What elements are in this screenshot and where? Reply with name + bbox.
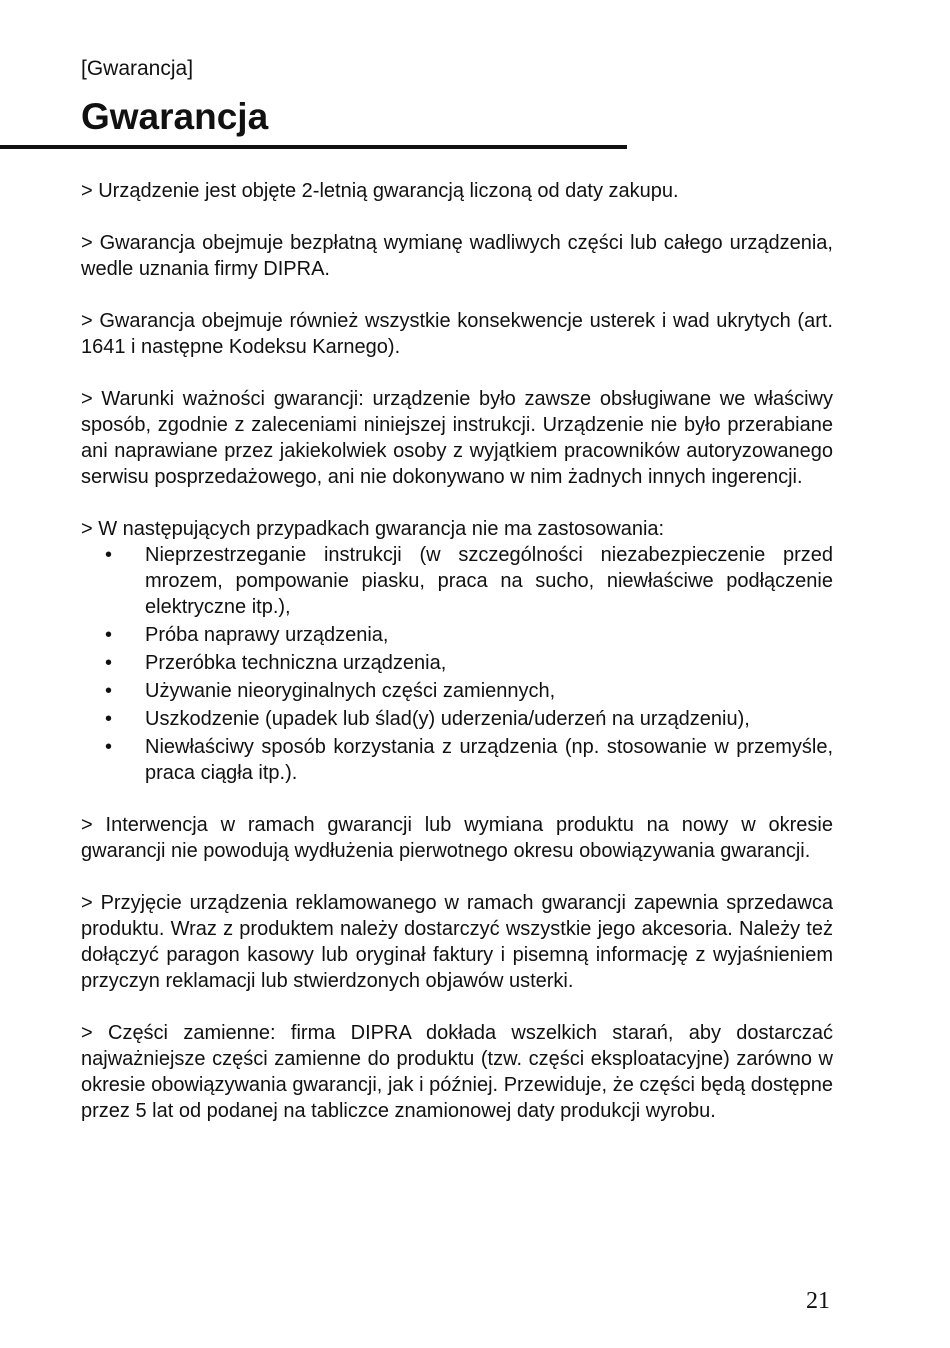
page-title: Gwarancja [81,96,269,137]
list-item [81,542,833,620]
list-item [81,622,833,648]
bullet-icon: • [105,624,113,646]
paragraph-hidden-defects: > Gwarancja obejmuje również wszystkie konsekwencje usterek i wad ukrytych (art. 1641 i następne Kodeksu Karnego). [81,310,833,358]
document-body [81,178,833,1150]
page-number: 21 [806,1288,830,1314]
list-item-text: Uszkodzenie (upadek lub ślad(y) uderzenia/uderzeń na urządzeniu), [145,708,750,730]
breadcrumb: [Gwarancja] [81,57,194,80]
paragraph-spare-parts: > Części zamienne: firma DIPRA dokłada wszelkich starań, aby dostarczać najważniejsze części zamienne do produktu (tzw. części eksploatacyjne) zarówno w okresie obowiązywania gwarancji, jak i później. Przewiduje, że części będą dostępne przez 5 lat od podanej na tabliczce znamionowej daty produkcji wyrobu. [81,1022,833,1122]
paragraph-warranty-scope: > Gwarancja obejmuje bezpłatną wymianę wadliwych części lub całego urządzenia, wedle uznania firmy DIPRA. [81,232,833,280]
title-divider [0,145,627,149]
list-item [81,678,833,704]
bullet-icon: • [105,736,113,758]
list-item-text: Używanie nieoryginalnych części zamiennych, [145,680,556,702]
list-item-text: Niewłaściwy sposób korzystania z urządzenia (np. stosowanie w przemyśle, praca ciągła itp.). [145,736,833,784]
bullet-icon: • [105,652,113,674]
paragraph-complaint-acceptance: > Przyjęcie urządzenia reklamowanego w ramach gwarancji zapewnia sprzedawca produktu. Wraz z produktem należy dostarczyć wszystkie jego akcesoria. Należy też dołączyć paragon kasowy lub oryginał faktury i pisemną informację z wyjaśnieniem przyczyn reklamacji lub stwierdzonych objawów usterki. [81,892,833,992]
paragraph-warranty-period: > Urządzenie jest objęte 2-letnią gwarancją liczoną od daty zakupu. [81,180,679,202]
list-item [81,706,833,732]
list-item-text: Próba naprawy urządzenia, [145,624,389,646]
list-item [81,650,833,676]
list-item-text: Przeróbka techniczna urządzenia, [145,652,447,674]
bullet-icon: • [105,544,113,566]
exclusions-lead: > W następujących przypadkach gwarancja nie ma zastosowania: [81,518,665,540]
list-item [81,734,833,786]
paragraph-warranty-extension: > Interwencja w ramach gwarancji lub wymiana produktu na nowy w okresie gwarancji nie powodują wydłużenia pierwotnego okresu obowiązywania gwarancji. [81,814,833,862]
bullet-icon: • [105,680,113,702]
list-item-text: Nieprzestrzeganie instrukcji (w szczególności niezabezpieczenie przed mrozem, pompowanie piasku, praca na sucho, niewłaściwe podłączenie elektryczne itp.), [145,544,833,618]
paragraph-validity-conditions: > Warunki ważności gwarancji: urządzenie było zawsze obsługiwane we właściwy sposób, zgodnie z zaleceniami niniejszej instrukcji. Urządzenie nie było przerabiane ani naprawiane przez jakiekolwiek osoby z wyjątkiem pracowników autoryzowanego serwisu posprzedażowego, ani nie dokonywano w nim żadnych innych ingerencji. [81,388,833,488]
exclusions-list [81,542,833,786]
bullet-icon: • [105,708,113,730]
